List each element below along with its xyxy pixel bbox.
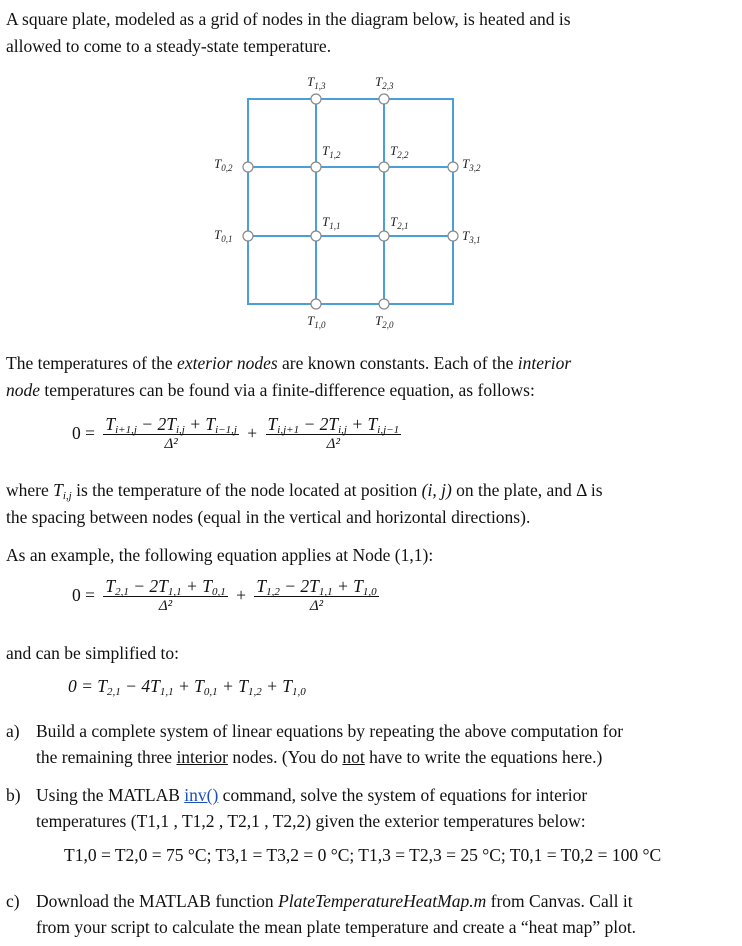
item-b-line-1: Using the MATLAB inv() command, solve the system of equations for interior [36, 785, 588, 805]
item-a-line-1: Build a complete system of linear equations by repeating the above computation for [36, 721, 624, 741]
label-t-3-2: $T_{3,2}$ [462, 156, 481, 173]
label-t-1-2: $T_{1,2}$ [322, 143, 341, 160]
label-t-3-1: $T_{3,1}$ [462, 228, 481, 245]
eq2-fraction-1: $\frac{T_{2,1} - 2T_{1,1} + T_{0,1}}{\text{Δ²}}$ [105, 576, 226, 614]
inv-link[interactable]: inv() [184, 785, 219, 805]
label-t-2-2: $T_{2,2}$ [390, 143, 409, 160]
label-t-2-1: $T_{2,1}$ [390, 214, 409, 231]
label-t-1-1: $T_{1,1}$ [322, 214, 341, 231]
label-t-2-0: $T_{2,0}$ [375, 313, 394, 330]
item-b [6, 782, 738, 872]
where-paragraph-line-2: the spacing between nodes (equal in the vertical and horizontal directions). [6, 507, 531, 527]
intro-line-1: A square plate, modeled as a grid of nodes in the diagram below, is heated and is [6, 9, 571, 29]
node-1-3 [311, 94, 321, 104]
simplified-equation: $0 = T_{2,1} - 4T_{1,1} + T_{0,1} + T_{1,2} + T_{1,0}$ [68, 676, 306, 698]
label-t-0-1: $T_{0,1}$ [214, 227, 233, 244]
exterior-nodes-paragraph-line-2: node temperatures can be found via a finite-difference equation, as follows: [6, 380, 535, 400]
plate-border [248, 99, 453, 304]
node-0-2 [243, 162, 253, 172]
node-2-3 [379, 94, 389, 104]
eq2-fraction-2: $\frac{T_{1,2} - 2T_{1,1} + T_{1,0}}{\text{Δ²}}$ [256, 576, 377, 614]
label-t-1-3: $T_{1,3}$ [307, 74, 326, 91]
item-b-label: b) [6, 785, 21, 805]
node-1-0 [311, 299, 321, 309]
item-c-label: c) [6, 891, 20, 911]
node-2-0 [379, 299, 389, 309]
item-a [6, 718, 738, 774]
item-a-label: a) [6, 721, 20, 741]
example-paragraph: As an example, the following equation applies at Node (1,1): [6, 545, 434, 565]
node-0-1 [243, 231, 253, 241]
item-b-line-2: temperatures (T1,1 , T1,2 , T2,1 , T2,2) given the exterior temperatures below: [36, 811, 586, 831]
node-grid-diagram [200, 70, 500, 332]
eq1-fraction-1: $\frac{T_{i+1,j} - 2T_{i,j} + T_{i-1,j}}{\text{Δ²}}$ [105, 414, 237, 452]
item-c-line-1: Download the MATLAB function PlateTemperatureHeatMap.m from Canvas. Call it [36, 891, 633, 911]
node-1-2 [311, 162, 321, 172]
item-a-line-2: the remaining three interior nodes. (You do not have to write the equations here.) [36, 747, 603, 767]
node-2-2 [379, 162, 389, 172]
item-c-line-2: from your script to calculate the mean plate temperature and create a “heat map” plot. [36, 917, 637, 937]
exterior-temperatures: T1,0 = T2,0 = 75 °C; T3,1 = T3,2 = 0 °C; T1,3 = T2,3 = 25 °C; T0,1 = T0,2 = 100 °C [64, 845, 662, 865]
node-1-1-equation: 0 = $\frac{T_{2,1} - 2T_{1,1} + T_{0,1}}{\text{Δ²}}$ + $\frac{T_{1,2} - 2T_{1,1} + T_{1,0}}{\text{Δ²}}$ [72, 576, 377, 614]
node-3-1 [448, 231, 458, 241]
node-1-1 [311, 231, 321, 241]
label-t-1-0: $T_{1,0}$ [307, 313, 326, 330]
eq1-fraction-2: $\frac{T_{i,j+1} - 2T_{i,j} + T_{i,j-1}}{\text{Δ²}}$ [267, 414, 400, 452]
label-t-2-3: $T_{2,3}$ [375, 74, 394, 91]
intro-line-2: allowed to come to a steady-state temperature. [6, 36, 332, 56]
exterior-nodes-paragraph-line-1: The temperatures of the exterior nodes are known constants. Each of the interior [6, 353, 572, 373]
simplified-paragraph: and can be simplified to: [6, 643, 180, 663]
node-3-2 [448, 162, 458, 172]
finite-difference-equation: 0 = $\frac{T_{i+1,j} - 2T_{i,j} + T_{i-1,j}}{\text{Δ²}}$ + $\frac{T_{i,j+1} - 2T_{i,j} + T_{i,j-1}}{\text{Δ²}}$ [72, 414, 400, 452]
node-2-1 [379, 231, 389, 241]
where-paragraph-line-1: where $T_{i,j}$ is the temperature of the node located at position (i, j) on the plate, and Δ is [6, 480, 603, 502]
label-t-0-2: $T_{0,2}$ [214, 156, 233, 173]
item-c [6, 888, 738, 944]
